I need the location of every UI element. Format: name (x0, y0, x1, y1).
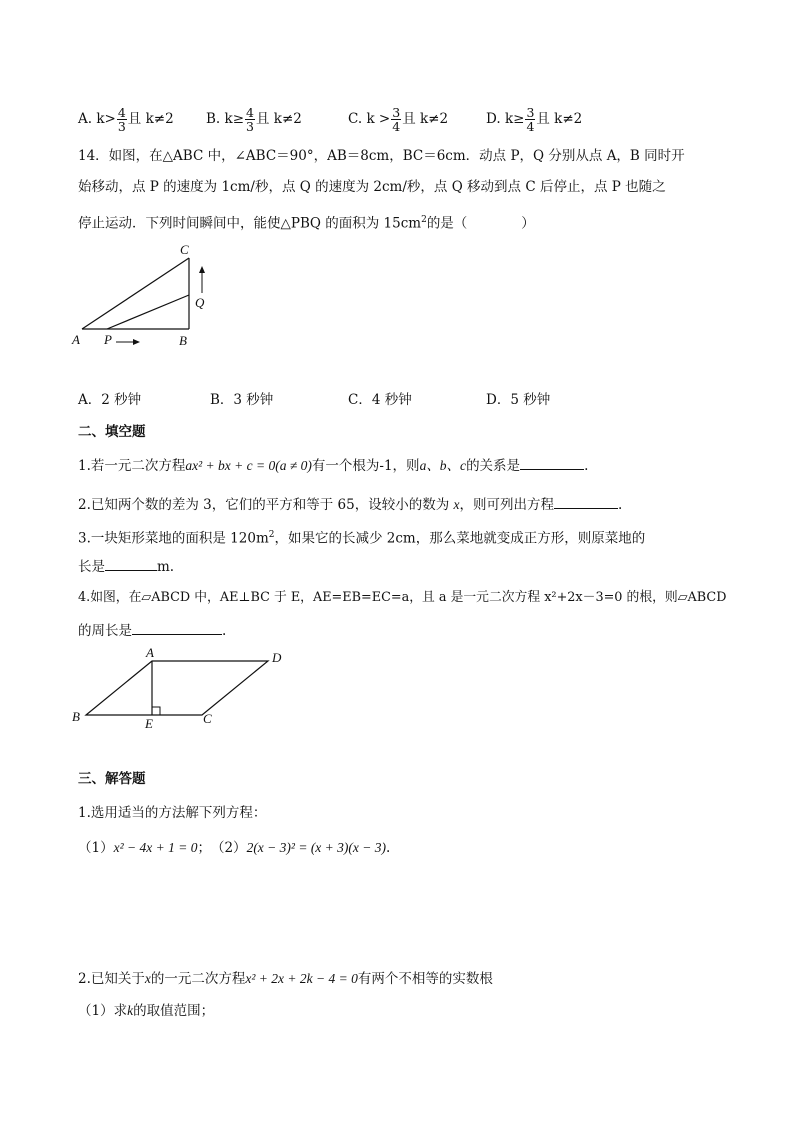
q13-option-a: A. k> $\frac{4}{3}$ 且 k≠2 (78, 105, 174, 134)
s3-q1-parts: （1）x² − 4x + 1 = 0； （2）2(x − 3)² = (x + 3)(x − 3). (78, 840, 391, 856)
fraction: $\frac{3}{4}$ (526, 105, 535, 134)
right-angle-icon (152, 707, 160, 715)
label-b: B (179, 333, 187, 348)
q14-line-1: 14．如图，在△ABC 中，∠ABC＝90°，AB＝8cm，BC＝6cm．动点 P，Q 分别从点 A，B 同时开 (78, 148, 685, 164)
section-3-title: 三、解答题 (78, 771, 146, 787)
label-e: E (145, 716, 153, 731)
q13-option-d: D. k≥ $\frac{3}{4}$ 且 k≠2 (486, 105, 583, 134)
label-p: P (104, 332, 112, 347)
s2-q3-line-2: 长是 m. (78, 556, 174, 577)
label-c: C (180, 242, 189, 257)
s2-q4-line-1: 4.如图，在▱ABCD 中，AE⊥BC 于 E，AE=EB=EC=a，且 a 是一元二次方程 x²+2x－3=0 的根，则▱ABCD (78, 590, 727, 605)
label-q: Q (195, 295, 205, 310)
q14-option-d: D．5 秒钟 (486, 392, 551, 408)
q13-option-c: C. k > $\frac{3}{4}$ 且 k≠2 (348, 105, 449, 134)
s3-q2: 2.已知关于x的一元二次方程x² + 2x + 2k − 4 = 0有两个不相等的实数根 (78, 971, 493, 987)
q14-line-3: 停止运动．下列时间瞬间中，能使△PBQ 的面积为 $15cm^2$的是（ ） (78, 215, 535, 232)
s2-q3-line-1: 3.一块矩形菜地的面积是 $120m^2$，如果它的长减少 2cm，那么菜地就变成正方形，则原菜地的 (78, 530, 646, 547)
fraction: $\frac{4}{3}$ (246, 105, 254, 134)
s2-q4-line-2: 的周长是 . (78, 620, 226, 641)
s3-q2-part-1: （1）求k的取值范围； (78, 1003, 215, 1019)
q14-option-b: B．3 秒钟 (210, 392, 274, 408)
label-d: D (272, 650, 282, 665)
label-a: A (146, 645, 154, 660)
q14-line-2: 始移动，点 P 的速度为 1cm/秒，点 Q 的速度为 2cm/秒，点 Q 移动到点 C 后停止，点 P 也随之 (78, 179, 666, 195)
s2-q1: 1.若一元二次方程ax² + bx + c = 0(a ≠ 0)有一个根为-1，则a、b、c的关系是 . (78, 455, 588, 476)
q13-option-b: B. k≥ $\frac{4}{3}$ 且 k≠2 (206, 105, 302, 134)
section-2-title: 二、填空题 (78, 424, 146, 440)
q14-option-c: C．4 秒钟 (348, 392, 412, 408)
s2-q2: 2.已知两个数的差为 3，它们的平方和等于 65，设较小的数为 x，则可列出方程 . (78, 494, 622, 515)
q14-option-a: A．2 秒钟 (78, 392, 142, 408)
label-a: A (72, 332, 80, 347)
parallelogram-abcd (86, 661, 268, 715)
label-c: C (203, 711, 212, 726)
fraction: $\frac{3}{4}$ (392, 105, 401, 134)
s3-q1-title: 1.选用适当的方法解下列方程： (78, 805, 267, 821)
fraction: $\frac{4}{3}$ (117, 105, 126, 134)
label-b: B (72, 709, 80, 724)
